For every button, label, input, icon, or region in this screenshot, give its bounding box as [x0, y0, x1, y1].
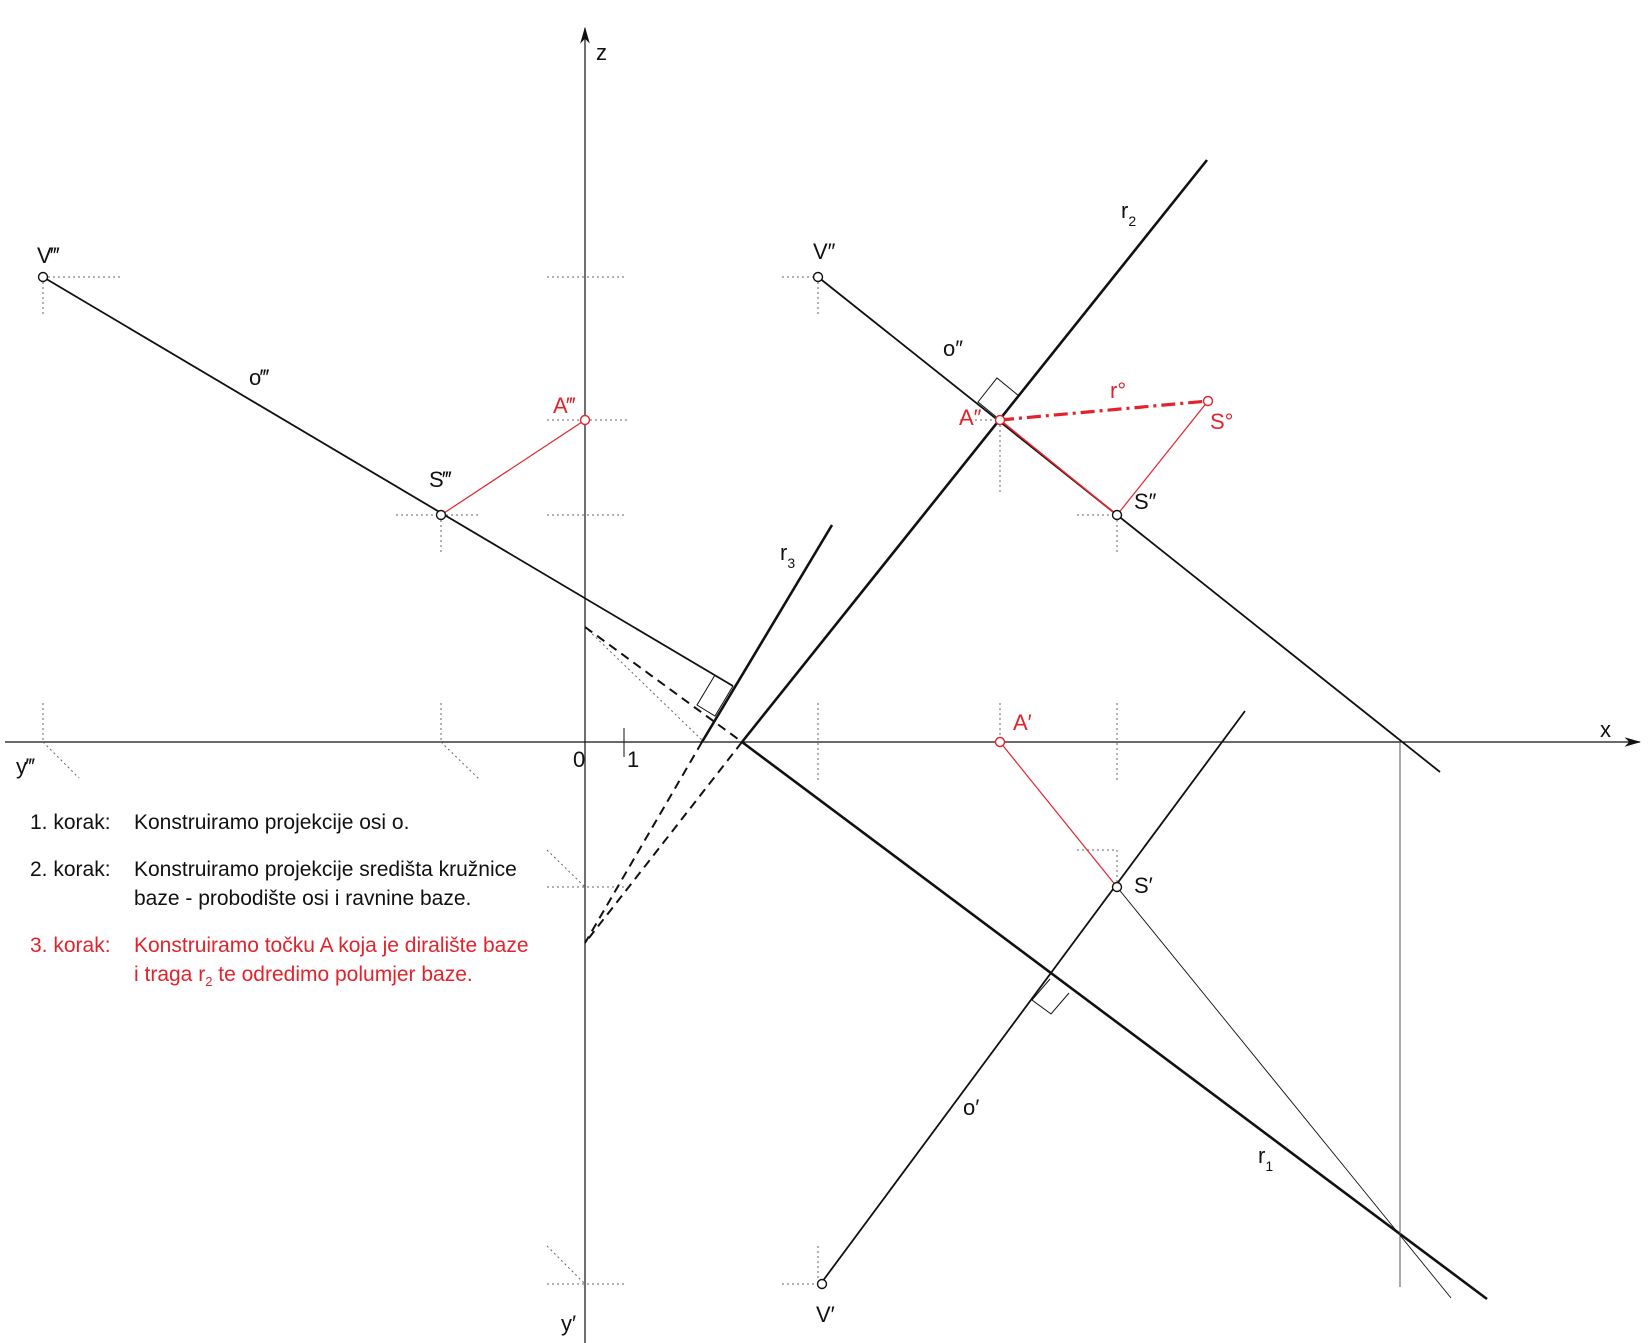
step-1-number: 1. korak:	[30, 811, 111, 834]
label-axis-y3: y‴	[16, 754, 35, 779]
point-S1	[1113, 883, 1122, 892]
label-o3: o‴	[249, 365, 270, 390]
step-3-number: 3. korak:	[30, 934, 111, 957]
step-1-text	[134, 808, 590, 837]
step-2-line-1: Konstruiramo projekcije središta kružnice	[134, 858, 517, 881]
construction-steps	[30, 808, 590, 1014]
point-S3	[437, 511, 446, 520]
label-r3: $r_3$	[780, 540, 796, 571]
label-S2: S″	[1134, 489, 1157, 514]
axis-o-first-projection	[822, 711, 1245, 1282]
label-S0: S°	[1210, 409, 1234, 434]
step-1	[30, 808, 590, 837]
axis-o-third-projection	[43, 277, 733, 686]
label-unit: 1	[627, 747, 640, 772]
construction-guides	[43, 277, 1117, 1284]
step-3	[30, 931, 590, 996]
dashed-lines	[585, 627, 742, 943]
label-A3: A‴	[553, 393, 576, 418]
point-A2	[996, 416, 1005, 425]
right-angle-markers	[697, 378, 1069, 1014]
label-axis-x: x	[1600, 717, 1611, 742]
label-r0: r°	[1110, 378, 1127, 403]
step-2-text	[134, 855, 590, 913]
auxiliary-line	[1117, 887, 1451, 1298]
axis-o-second-projection	[818, 277, 1440, 772]
label-o2: o″	[943, 336, 964, 361]
point-S0	[1204, 397, 1213, 406]
label-o1: o′	[963, 1095, 980, 1120]
step-2-number: 2. korak:	[30, 858, 111, 881]
label-V3: V‴	[37, 243, 60, 268]
step-3-text	[134, 931, 590, 996]
step-1-line-1: Konstruiramo projekcije osi o.	[134, 811, 410, 834]
trace-r2	[742, 160, 1207, 742]
point-A3	[581, 416, 590, 425]
label-A2: A″	[959, 405, 982, 430]
label-r1: $r_1$	[1258, 1143, 1274, 1174]
label-V1: V′	[816, 1302, 835, 1327]
label-axis-y1: y′	[561, 1311, 577, 1336]
point-V1	[818, 1280, 827, 1289]
label-origin: 0	[573, 747, 586, 772]
step-3-line-2: i traga $r_2$ te odredimo polumjer baze.	[134, 963, 473, 990]
point-A1	[996, 738, 1005, 747]
label-V2: V″	[813, 239, 836, 264]
label-S1: S′	[1134, 873, 1153, 898]
points	[39, 273, 1213, 1289]
point-V3	[39, 273, 48, 282]
trace-r1	[742, 742, 1487, 1299]
step-2-line-2: baze - probodište osi i ravnine baze.	[134, 887, 472, 910]
step-3-line-1: Konstruiramo točku A koja je diralište baze	[134, 934, 529, 957]
label-S3: S‴	[429, 467, 452, 492]
step-2	[30, 855, 590, 913]
label-A1: A′	[1013, 710, 1032, 735]
label-r2: $r_2$	[1121, 198, 1137, 229]
point-S2	[1113, 511, 1122, 520]
label-axis-z: z	[596, 40, 607, 65]
point-V2	[814, 273, 823, 282]
